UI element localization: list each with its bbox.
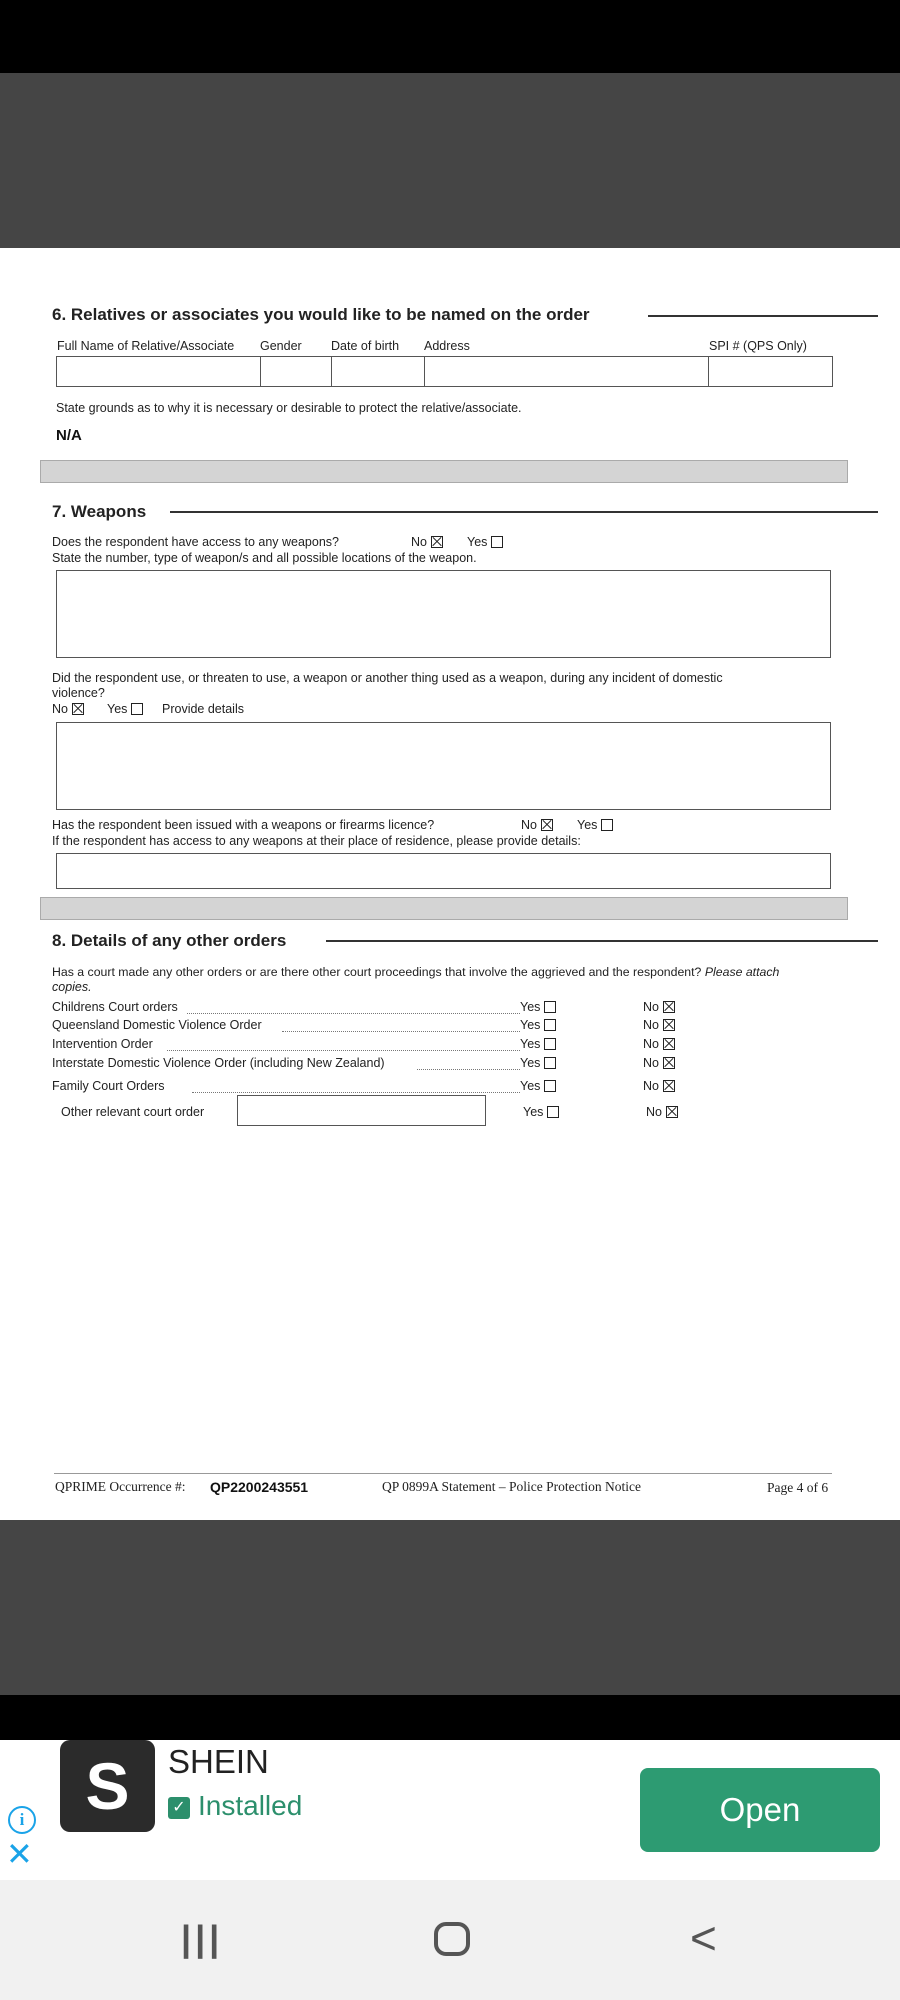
page-number: Page 4 of 6 <box>767 1480 829 1495</box>
relative-spi-field[interactable] <box>708 356 833 387</box>
checked-box-icon <box>541 819 553 831</box>
relative-gender-field[interactable] <box>260 356 333 387</box>
other-court-order-yes[interactable]: Yes <box>523 1105 559 1119</box>
order-label: Childrens Court orders <box>52 1000 178 1014</box>
order-yes-option[interactable]: Yes <box>520 1079 556 1093</box>
unchecked-box-icon <box>544 1019 556 1031</box>
ad-info-icon[interactable]: i <box>8 1806 36 1834</box>
section-8-rule <box>326 940 878 942</box>
weapon-use-no[interactable]: No <box>52 702 84 716</box>
residence-weapons-subtext: If the respondent has access to any weapons at their place of residence, please provide details: <box>52 834 581 848</box>
section-7-heading: 7. Weapons <box>52 502 147 521</box>
relative-address-field[interactable] <box>424 356 710 387</box>
relative-dob-field[interactable] <box>331 356 426 387</box>
provide-details-label: Provide details <box>162 702 244 716</box>
occurrence-number: QP2200243551 <box>210 1479 309 1495</box>
unchecked-box-icon <box>491 536 503 548</box>
leader-dots <box>167 1049 520 1051</box>
checked-box-icon <box>431 536 443 548</box>
ad-app-name: SHEIN <box>168 1743 269 1780</box>
grounds-value: N/A <box>56 427 82 444</box>
licence-no[interactable]: No <box>521 818 553 832</box>
order-label: Queensland Domestic Violence Order <box>52 1018 262 1032</box>
weapons-access-subtext: State the number, type of weapon/s and all possible locations of the weapon. <box>52 551 477 565</box>
occurrence-label: QPRIME Occurrence #: <box>55 1479 186 1494</box>
order-no-option[interactable]: No <box>643 1037 675 1051</box>
order-no-option[interactable]: No <box>643 1018 675 1032</box>
unchecked-box-icon <box>544 1080 556 1092</box>
ad-open-button[interactable]: Open <box>640 1768 880 1852</box>
order-label: Family Court Orders <box>52 1079 165 1093</box>
weapon-use-details-field[interactable] <box>56 722 831 810</box>
unchecked-box-icon <box>547 1106 559 1118</box>
unchecked-box-icon <box>601 819 613 831</box>
weapons-access-yes[interactable]: Yes <box>467 535 503 549</box>
checked-box-icon <box>666 1106 678 1118</box>
checked-box-icon <box>72 703 84 715</box>
residence-weapons-field[interactable] <box>56 853 831 889</box>
other-court-order-label: Other relevant court order <box>61 1105 205 1119</box>
order-label: Intervention Order <box>52 1037 153 1051</box>
leader-dots <box>187 1012 520 1014</box>
back-button[interactable]: < <box>690 1912 717 1964</box>
order-no-option[interactable]: No <box>643 1000 675 1014</box>
col-spi: SPI # (QPS Only) <box>709 339 807 353</box>
section-6-rule <box>648 315 878 317</box>
checked-box-icon <box>663 1038 675 1050</box>
unchecked-box-icon <box>544 1038 556 1050</box>
weapon-use-yes[interactable]: Yes <box>107 702 143 716</box>
other-court-order-no[interactable]: No <box>646 1105 678 1119</box>
licence-question: Has the respondent been issued with a weapons or firearms licence? <box>52 818 435 832</box>
grounds-label: State grounds as to why it is necessary or desirable to protect the relative/associate. <box>56 401 522 415</box>
leader-dots <box>282 1030 520 1032</box>
checked-box-icon <box>663 1080 675 1092</box>
order-no-option[interactable]: No <box>643 1079 675 1093</box>
order-label: Interstate Domestic Violence Order (including New Zealand) <box>52 1056 385 1070</box>
section-divider-band <box>40 460 848 483</box>
weapons-access-question: Does the respondent have access to any weapons? <box>52 535 339 549</box>
ad-close-icon[interactable]: ✕ <box>6 1836 33 1872</box>
weapons-access-no[interactable]: No <box>411 535 443 549</box>
order-yes-option[interactable]: Yes <box>520 1056 556 1070</box>
leader-dots <box>417 1068 520 1070</box>
weapon-use-question: Did the respondent use, or threaten to use, a weapon or another thing used as a weapon, during any incident of domestic <box>52 671 723 685</box>
col-full-name: Full Name of Relative/Associate <box>57 339 235 353</box>
home-button[interactable] <box>434 1922 470 1956</box>
section-7-rule <box>170 511 878 513</box>
checked-box-icon <box>663 1001 675 1013</box>
viewer-bottom-margin <box>0 1520 900 1695</box>
order-yes-option[interactable]: Yes <box>520 1018 556 1032</box>
leader-dots <box>192 1091 520 1093</box>
col-gender: Gender <box>260 339 302 353</box>
checked-box-icon <box>663 1057 675 1069</box>
viewer-top-margin <box>0 73 900 248</box>
checked-box-icon <box>663 1019 675 1031</box>
weapons-details-field[interactable] <box>56 570 831 658</box>
section-8-heading: 8. Details of any other orders <box>52 931 287 950</box>
other-court-order-field[interactable] <box>237 1095 486 1126</box>
viewer-bottom-bar <box>0 1695 900 1740</box>
order-no-option[interactable]: No <box>643 1056 675 1070</box>
other-orders-question-cont: copies. <box>52 980 92 994</box>
shein-app-icon[interactable]: S <box>60 1740 155 1832</box>
footer-rule <box>54 1473 832 1474</box>
relative-name-field[interactable] <box>56 356 262 387</box>
ad-installed-status: ✓ Installed <box>168 1790 302 1822</box>
recents-button[interactable]: ||| <box>181 1918 224 1959</box>
col-address: Address <box>424 339 470 353</box>
unchecked-box-icon <box>544 1057 556 1069</box>
col-dob: Date of birth <box>331 339 400 353</box>
other-orders-question: Has a court made any other orders or are there other court proceedings that involve the aggrieved and the respondent? Please attach <box>52 965 780 979</box>
status-bar-area <box>0 0 900 73</box>
weapon-use-question-cont: violence? <box>52 686 105 700</box>
licence-yes[interactable]: Yes <box>577 818 613 832</box>
unchecked-box-icon <box>544 1001 556 1013</box>
check-badge-icon: ✓ <box>168 1797 190 1819</box>
unchecked-box-icon <box>131 703 143 715</box>
section-divider-band <box>40 897 848 920</box>
document-page <box>0 248 900 1520</box>
order-yes-option[interactable]: Yes <box>520 1000 556 1014</box>
order-yes-option[interactable]: Yes <box>520 1037 556 1051</box>
form-title: QP 0899A Statement – Police Protection Notice <box>382 1479 641 1494</box>
section-6-heading: 6. Relatives or associates you would like to be named on the order <box>52 305 590 324</box>
